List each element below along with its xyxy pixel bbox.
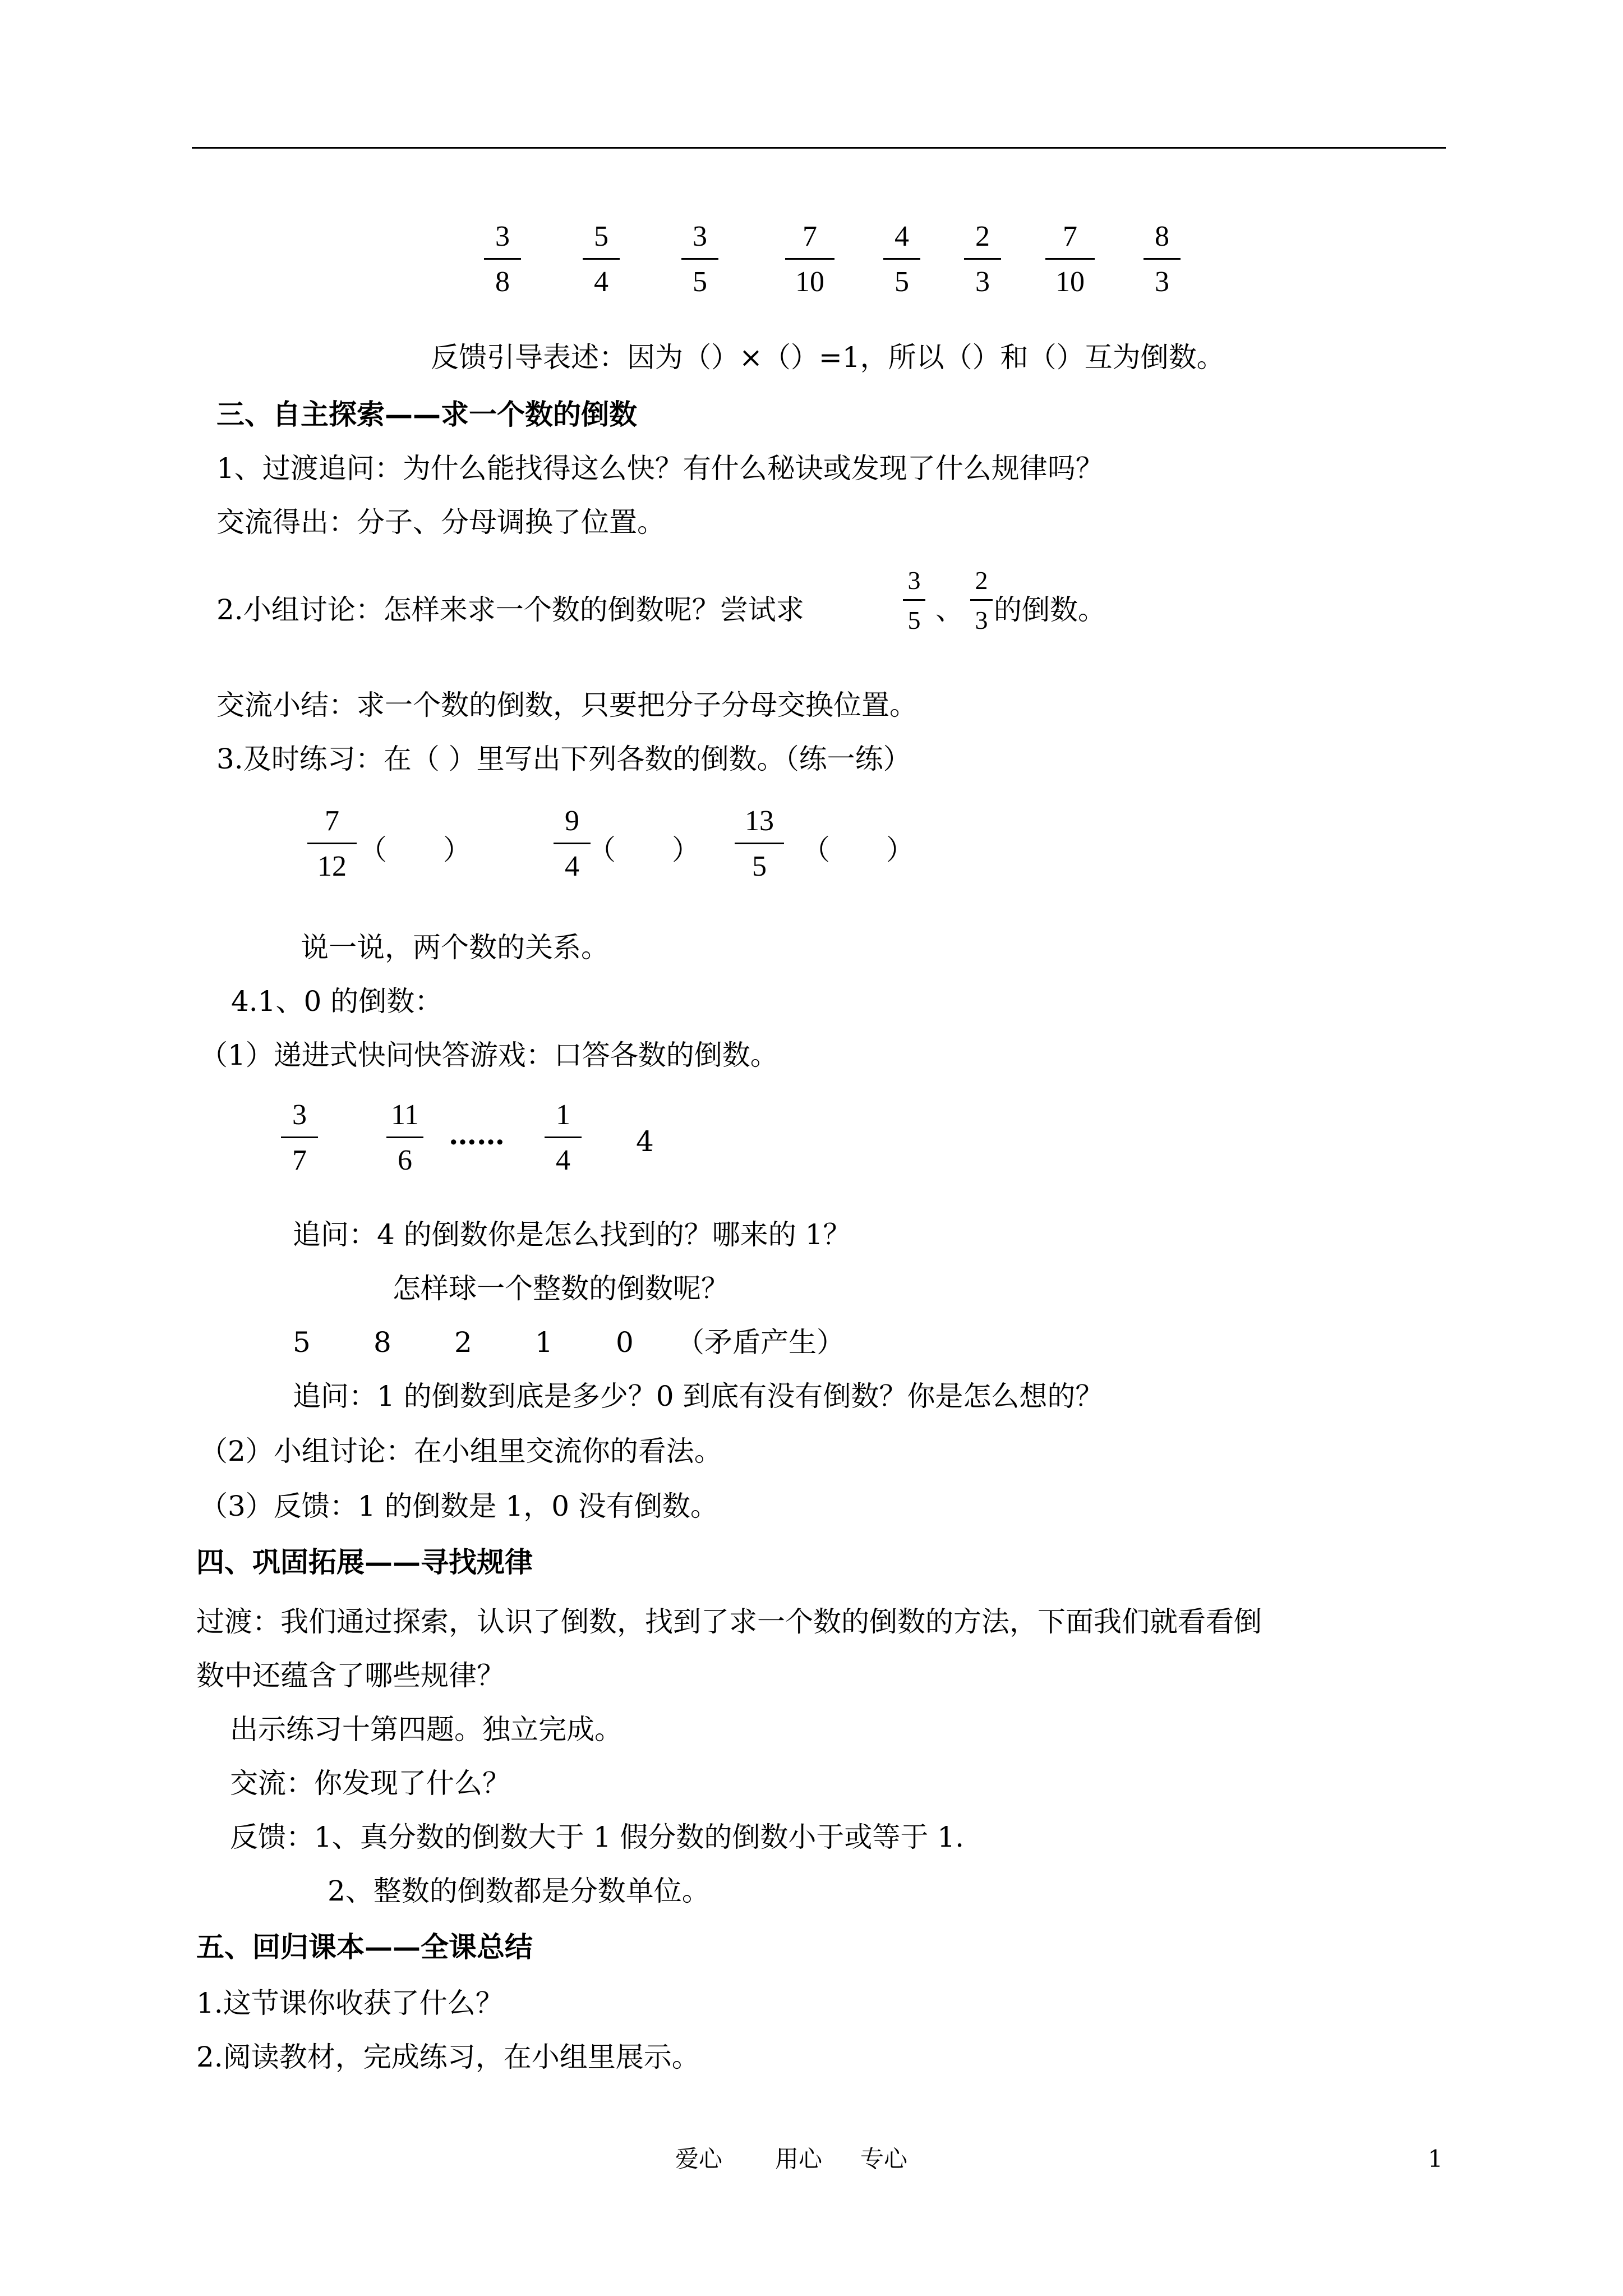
paragraph: 2.小组讨论：怎样来求一个数的倒数呢？尝试求 <box>216 593 804 626</box>
integer-four: 4 <box>636 1125 654 1158</box>
answer-blank: （ ） <box>359 834 471 866</box>
feedback-line: 反馈引导表述：因为（）×（）=1，所以（）和（）互为倒数。 <box>431 341 1225 374</box>
paragraph: 4.1、0 的倒数： <box>231 985 443 1018</box>
fraction: 7 10 <box>1036 222 1104 297</box>
section4-heading: 四、巩固拓展——寻找规律 <box>196 1545 533 1579</box>
section5-heading: 五、回归课本——全课总结 <box>196 1930 533 1963</box>
paragraph: 的倒数。 <box>994 593 1106 626</box>
paragraph: 反馈：1、真分数的倒数大于 1 假分数的倒数小于或等于 1. <box>230 1821 965 1853</box>
section3-heading: 三、自主探索——求一个数的倒数 <box>216 398 637 431</box>
fraction: 2 3 <box>949 222 1016 297</box>
practice-fraction: 7 12 <box>298 807 366 881</box>
fraction: 7 10 <box>776 222 843 297</box>
integer: 0 <box>616 1326 634 1359</box>
footer-motto: 用心 <box>775 2145 823 2173</box>
integer: 1 <box>535 1326 553 1359</box>
paragraph: （3）反馈：1 的倒数是 1，0 没有倒数。 <box>200 1490 718 1522</box>
paragraph: 怎样球一个整数的倒数呢？ <box>393 1272 729 1305</box>
separator: 、 <box>935 593 963 626</box>
fraction: 4 5 <box>868 222 935 297</box>
paragraph: 交流得出：分子、分母调换了位置。 <box>216 506 665 539</box>
fraction: 8 3 <box>1128 222 1196 297</box>
game-fraction: 11 6 <box>371 1101 439 1175</box>
paragraph: 追问：1 的倒数到底是多少？0 到底有没有倒数？你是怎么想的？ <box>293 1380 1104 1412</box>
paragraph: 1、过渡追问：为什么能找得这么快？有什么秘诀或发现了什么规律吗？ <box>216 452 1104 485</box>
paragraph: 过渡：我们通过探索，认识了倒数，找到了求一个数的倒数的方法，下面我们就看看倒 <box>196 1605 1262 1638</box>
fraction: 3 5 <box>666 222 734 297</box>
page-number: 1 <box>1428 2145 1443 2173</box>
paragraph: 1.这节课你收获了什么？ <box>196 1987 504 2019</box>
header-rule <box>192 147 1446 149</box>
inline-fraction: 2 3 <box>965 568 998 633</box>
conflict-note: （矛盾产生） <box>676 1326 845 1359</box>
paragraph: （1）递进式快问快答游戏：口答各数的倒数。 <box>200 1039 778 1071</box>
paragraph: 出示练习十第四题。独立完成。 <box>230 1713 623 1746</box>
inline-fraction: 3 5 <box>897 568 931 633</box>
paragraph: 数中还蕴含了哪些规律？ <box>196 1659 505 1692</box>
fraction: 3 8 <box>469 222 536 297</box>
practice-fraction: 13 5 <box>726 807 793 881</box>
paragraph: 3.及时练习：在（ ）里写出下列各数的倒数。（练一练） <box>216 743 911 775</box>
answer-blank: （ ） <box>588 834 700 866</box>
paragraph: 说一说，两个数的关系。 <box>301 931 609 964</box>
paragraph: 交流：你发现了什么？ <box>230 1767 510 1800</box>
integer: 2 <box>454 1326 472 1359</box>
paragraph: 追问：4 的倒数你是怎么找到的？哪来的 1？ <box>293 1218 851 1251</box>
answer-blank: （ ） <box>802 834 914 866</box>
paragraph: （2）小组讨论：在小组里交流你的看法。 <box>200 1435 722 1467</box>
footer-motto: 专心 <box>860 2145 908 2173</box>
game-fraction: 1 4 <box>529 1101 597 1175</box>
integer: 5 <box>293 1326 311 1359</box>
paragraph: 交流小结：求一个数的倒数，只要把分子分母交换位置。 <box>216 689 917 721</box>
footer-motto: 爱心 <box>675 2145 723 2173</box>
fraction: 5 4 <box>568 222 635 297</box>
game-fraction: 3 7 <box>266 1101 333 1175</box>
practice-fraction: 9 4 <box>538 807 606 881</box>
ellipsis: …… <box>449 1118 505 1151</box>
integer: 8 <box>374 1326 391 1359</box>
paragraph: 2、整数的倒数都是分数单位。 <box>328 1875 710 1907</box>
paragraph: 2.阅读教材，完成练习，在小组里展示。 <box>196 2041 700 2073</box>
